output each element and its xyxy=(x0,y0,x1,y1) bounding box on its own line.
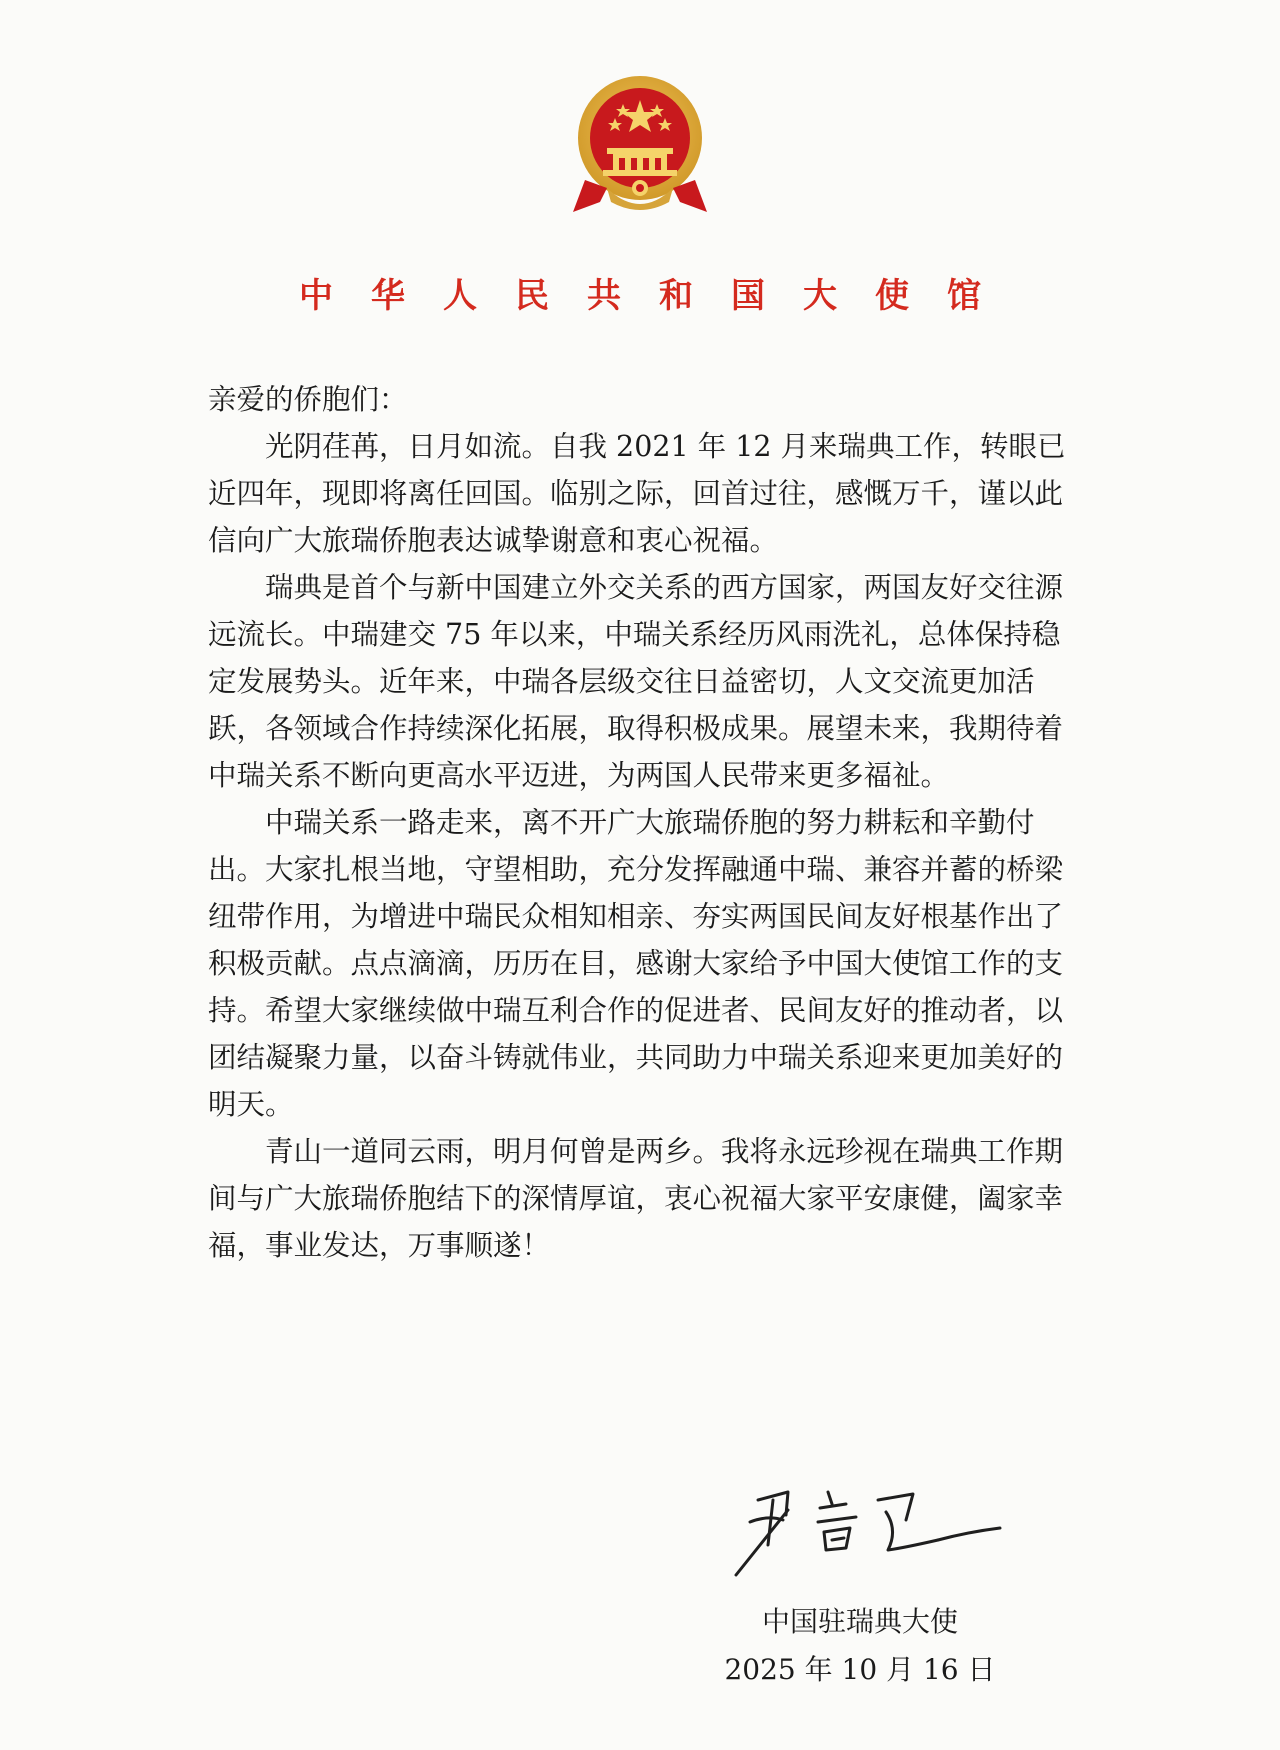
handwritten-signature xyxy=(728,1470,1008,1580)
signatory-title: 中国驻瑞典大使 xyxy=(761,1605,958,1638)
embassy-letterhead-title: 中华人民共和国大使馆 xyxy=(299,276,1019,316)
letter-date: 2025 年 10 月 16 日 xyxy=(724,1653,996,1686)
letter-paragraph-1: 光阴荏苒，日月如流。自我 2021 年 12 月来瑞典工作，转眼已近四年，现即将离任回国。临别之际，回首过往，感慨万千，谨以此信向广大旅瑞侨胞表达诚挚谢意和衷心祝福。 xyxy=(208,430,1066,557)
letter-paragraph-3: 中瑞关系一路走来，离不开广大旅瑞侨胞的努力耕耘和辛勤付出。大家扎根当地，守望相助，充分发挥融通中瑞、兼容并蓄的桥梁纽带作用，为增进中瑞民众相知相亲、夯实两国民间友好根基作出了积极贡献。点点滴滴，历历在目，感谢大家给予中国大使馆工作的支持。希望大家继续做中瑞互利合作的促进者、民间友好的推动者，以团结凝聚力量，以奋斗铸就伟业，共同助力中瑞关系迎来更加美好的明天。 xyxy=(208,806,1064,1121)
letter-salutation: 亲爱的侨胞们： xyxy=(208,383,408,416)
letter-paragraph-4: 青山一道同云雨，明月何曾是两乡。我将永远珍视在瑞典工作期间与广大旅瑞侨胞结下的深情厚谊，衷心祝福大家平安康健，阖家幸福，事业发达，万事顺遂！ xyxy=(208,1135,1064,1262)
letter-body xyxy=(208,376,1078,1269)
letter-paragraph-2: 瑞典是首个与新中国建立外交关系的西方国家，两国友好交往源远流长。中瑞建交 75 年以来，中瑞关系经历风雨洗礼，总体保持稳定发展势头。近年来，中瑞各层级交往日益密切，人文交流更加活跃，各领域合作持续深化拓展，取得积极成果。展望未来，我期待着中瑞关系不断向更高水平迈进，为两国人民带来更多福祉。 xyxy=(208,571,1064,792)
national-emblem-icon xyxy=(565,70,715,220)
